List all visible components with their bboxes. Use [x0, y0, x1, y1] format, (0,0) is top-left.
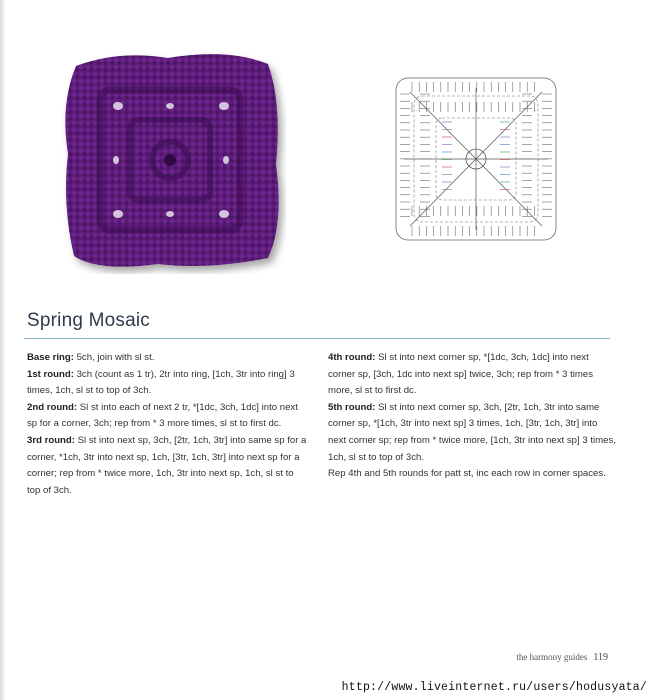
instructions-right-column [328, 350, 618, 483]
pattern-title: Spring Mosaic [27, 310, 150, 331]
round-label: 1st round: [27, 368, 74, 380]
round-text: Sl st into next sp, 3ch, [2tr, 1ch, 3tr] into same sp for a corner, *1ch, 3tr into next sp, 1ch, [3tr, 1ch, 3tr] into next sp for a corner; rep from * twice more, 1ch, 3tr into next sp, 1ch, sl st to top of 3ch. [27, 434, 307, 496]
instruction-paragraph [328, 466, 618, 483]
instructions-left-column [27, 350, 309, 499]
book-name: the harmony guides [516, 652, 588, 662]
round-text: 5ch, join with sl st. [73, 352, 155, 363]
round-label: Base ring: [27, 352, 74, 363]
page-footer [0, 652, 608, 663]
round-label: 2nd round: [27, 401, 78, 413]
instruction-paragraph [328, 400, 618, 466]
page-gutter-shadow [0, 0, 6, 700]
round-label: 3rd round: [27, 434, 75, 446]
round-text: Rep 4th and 5th rounds for patt st, inc each row in corner spaces. [328, 468, 606, 480]
title-divider [24, 338, 610, 339]
round-text: Sl st into each of next 2 tr, *[1dc, 3ch, 1dc] into next sp for a corner, 3ch; rep from * 3 more times, sl st to first dc. [27, 401, 298, 430]
crochet-square-photo [58, 44, 286, 274]
instruction-paragraph [328, 350, 618, 400]
source-url-watermark: http://www.liveinternet.ru/users/hodusyata/ [341, 681, 647, 694]
instruction-paragraph [27, 350, 309, 367]
instruction-paragraph [27, 400, 309, 433]
instruction-paragraph [27, 433, 309, 499]
stitch-chart [392, 74, 560, 244]
round-label: 4th round: [328, 352, 376, 363]
round-label: 5th round: [328, 401, 376, 413]
page-number: 119 [593, 652, 608, 663]
round-text: Sl st into next corner sp, *[1dc, 3ch, 1dc] into next corner sp, [3ch, 1dc into next sp] twice, 3ch; rep from * 3 times more, sl st to first dc. [328, 352, 594, 397]
crochet-chart-diagram [392, 74, 560, 244]
round-text: Sl st into next corner sp, 3ch, [2tr, 1ch, 3tr into same corner sp, *[1ch, 3tr into next sp] 3 times, 1ch, [3tr, 1ch, 3tr] into next corner sp; rep from * twice more, [1ch, 3tr into next sp] 3 times, 1ch, sl st to top of 3ch. [328, 401, 616, 463]
round-text: 3ch (count as 1 tr), 2tr into ring, [1ch, 3tr into ring] 3 times, 1ch, sl st to top of 3ch. [27, 368, 295, 397]
yarn-square-image [58, 44, 286, 274]
instruction-paragraph [27, 367, 309, 400]
